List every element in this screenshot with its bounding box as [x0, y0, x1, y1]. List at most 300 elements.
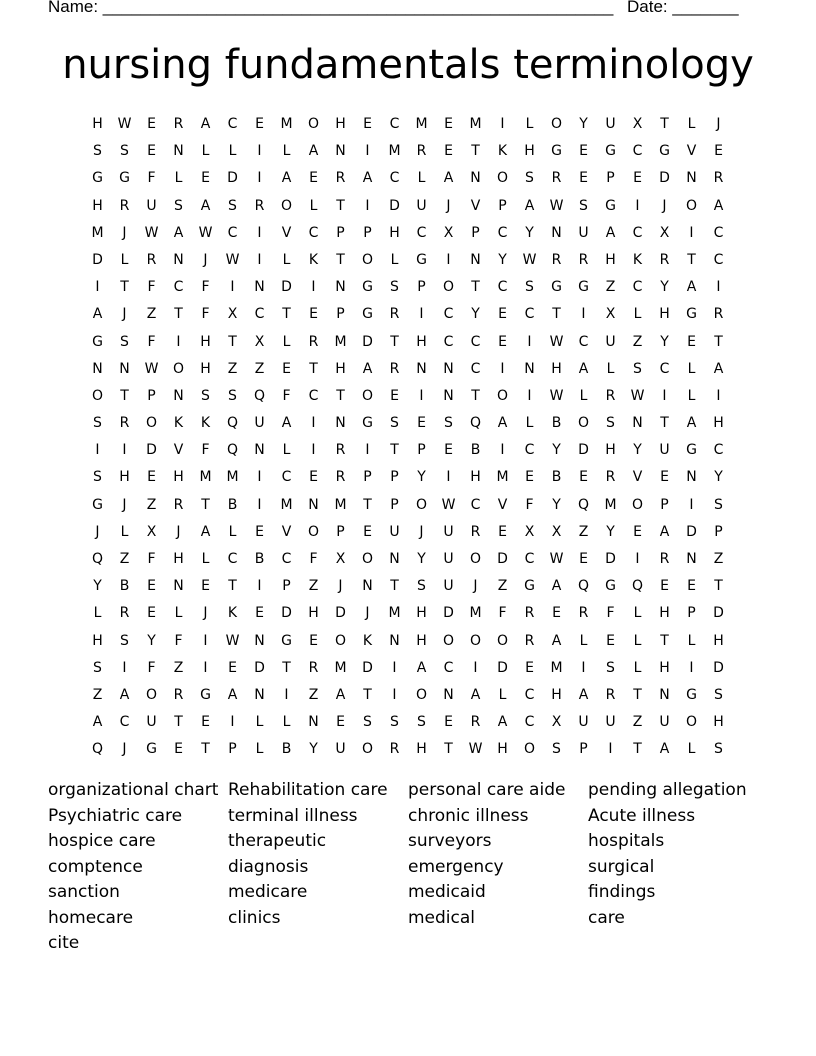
grid-letter: E — [579, 469, 588, 486]
grid-letter: F — [147, 333, 156, 350]
grid-letter: J — [122, 306, 127, 323]
grid-letter: X — [659, 224, 670, 241]
grid-letter: N — [416, 360, 427, 377]
grid-letter: A — [497, 714, 508, 731]
grid-letter: G — [92, 170, 103, 187]
word-list — [48, 778, 788, 957]
grid-letter: F — [309, 551, 318, 567]
grid-letter: U — [416, 197, 427, 214]
grid-letter: E — [201, 170, 210, 187]
grid-letter: T — [228, 578, 237, 595]
grid-letter: Y — [660, 279, 669, 296]
grid-letter: G — [92, 333, 103, 350]
grid-letter: I — [635, 197, 640, 214]
grid-row — [84, 165, 732, 192]
grid-letter: H — [524, 143, 535, 160]
grid-letter: O — [469, 551, 482, 567]
grid-letter: N — [92, 360, 103, 377]
word-list-item: chronic illness — [408, 805, 529, 826]
grid-letter: G — [92, 496, 103, 513]
grid-letter: C — [470, 496, 481, 513]
grid-letter: Y — [417, 551, 426, 567]
grid-letter: C — [632, 279, 643, 296]
grid-letter: C — [524, 686, 535, 703]
grid-letter: Z — [497, 578, 508, 595]
grid-letter: A — [686, 415, 697, 432]
grid-letter: W — [198, 224, 213, 241]
grid-letter: E — [147, 578, 156, 595]
grid-letter: T — [201, 496, 210, 513]
grid-letter: W — [549, 387, 564, 404]
word-list-item: sanction — [48, 882, 120, 902]
grid-letter: X — [335, 551, 346, 567]
grid-letter: C — [524, 551, 535, 567]
grid-row — [84, 356, 732, 383]
grid-row — [84, 220, 732, 247]
grid-letter: H — [335, 360, 346, 377]
grid-letter: O — [91, 387, 104, 404]
grid-letter: N — [254, 279, 265, 296]
grid-letter: A — [92, 714, 103, 731]
grid-letter: J — [176, 523, 181, 540]
grid-letter: T — [714, 578, 723, 595]
grid-letter: L — [282, 143, 291, 160]
grid-letter: K — [632, 251, 643, 268]
grid-letter: D — [578, 442, 589, 459]
grid-letter: F — [201, 279, 210, 296]
grid-letter: C — [497, 224, 508, 241]
grid-letter: E — [660, 469, 669, 486]
grid-letter: A — [605, 224, 616, 241]
grid-letter: Z — [632, 714, 643, 731]
grid-letter: E — [633, 170, 642, 187]
grid-letter: N — [686, 469, 697, 486]
grid-letter: U — [605, 714, 616, 731]
grid-letter: U — [605, 116, 616, 132]
word-list-item: diagnosis — [228, 856, 309, 877]
grid-letter: L — [579, 632, 588, 649]
grid-letter: L — [390, 251, 399, 268]
grid-letter: S — [579, 197, 588, 214]
grid-letter: X — [227, 306, 238, 323]
grid-letter: A — [281, 415, 292, 432]
grid-letter: U — [578, 714, 589, 731]
grid-letter: I — [311, 442, 316, 459]
grid-letter: Q — [91, 551, 104, 567]
grid-letter: Z — [308, 686, 319, 703]
grid-letter: G — [605, 578, 616, 595]
grid-letter: T — [228, 333, 237, 350]
grid-letter: S — [417, 578, 426, 595]
grid-letter: N — [173, 578, 184, 595]
grid-letter: R — [713, 170, 724, 187]
grid-letter: I — [419, 387, 424, 404]
grid-letter: I — [257, 469, 262, 486]
grid-letter: E — [606, 632, 615, 649]
grid-letter: R — [578, 251, 589, 268]
grid-letter: A — [659, 523, 670, 540]
grid-letter: R — [605, 686, 616, 703]
grid-letter: N — [254, 686, 265, 703]
grid-letter: G — [686, 686, 697, 703]
grid-letter: I — [284, 686, 289, 703]
grid-letter: G — [281, 632, 292, 649]
grid-letter: O — [442, 279, 455, 296]
grid-letter: E — [309, 170, 318, 187]
grid-letter: I — [203, 632, 208, 649]
grid-letter: E — [147, 143, 156, 160]
grid-letter: C — [524, 306, 535, 323]
grid-letter: D — [713, 659, 724, 676]
grid-letter: O — [361, 387, 374, 404]
grid-letter: E — [687, 578, 696, 595]
grid-letter: S — [444, 415, 453, 432]
grid-letter: U — [389, 523, 400, 540]
word-list-item: medicaid — [408, 882, 486, 902]
grid-letter: G — [551, 279, 562, 296]
grid-letter: C — [308, 224, 319, 241]
grid-letter: Q — [226, 415, 239, 432]
grid-letter: C — [227, 116, 238, 132]
grid-letter: E — [498, 333, 507, 350]
grid-letter: P — [417, 279, 426, 296]
grid-letter: T — [660, 116, 669, 132]
grid-letter: T — [687, 251, 696, 268]
grid-letter: L — [174, 170, 183, 187]
grid-letter: R — [335, 469, 346, 486]
grid-letter: A — [362, 170, 373, 187]
grid-letter: N — [362, 578, 373, 595]
grid-letter: C — [443, 659, 454, 676]
grid-letter: X — [254, 333, 265, 350]
grid-letter: C — [308, 387, 319, 404]
grid-letter: R — [551, 251, 562, 268]
grid-letter: I — [257, 224, 262, 241]
grid-row — [84, 546, 732, 573]
grid-letter: E — [282, 360, 291, 377]
grid-letter: L — [255, 741, 264, 758]
grid-letter: W — [522, 251, 537, 268]
word-list-item: terminal illness — [228, 805, 358, 826]
grid-letter: A — [200, 116, 211, 132]
grid-letter: T — [120, 387, 129, 404]
grid-letter: F — [147, 279, 156, 296]
grid-letter: F — [147, 551, 156, 567]
grid-letter: S — [714, 496, 723, 513]
grid-letter: D — [227, 170, 238, 187]
grid-letter: I — [257, 496, 262, 513]
grid-letter: H — [659, 659, 670, 676]
grid-letter: L — [228, 523, 237, 540]
grid-letter: H — [497, 741, 508, 758]
grid-letter: N — [443, 686, 454, 703]
grid-letter: C — [281, 551, 292, 567]
grid-letter: F — [201, 306, 210, 323]
grid-letter: H — [416, 333, 427, 350]
grid-letter: I — [257, 251, 262, 268]
grid-letter: X — [443, 224, 454, 241]
grid-letter: J — [203, 605, 208, 622]
grid-letter: C — [524, 714, 535, 731]
grid-letter: M — [280, 116, 293, 132]
grid-letter: A — [686, 279, 697, 296]
grid-letter: T — [633, 741, 642, 758]
grid-letter: W — [144, 224, 159, 241]
grid-letter: S — [714, 686, 723, 703]
grid-letter: L — [228, 143, 237, 160]
word-list-item: personal care aide — [408, 780, 566, 800]
grid-letter: Y — [93, 578, 102, 595]
grid-letter: D — [335, 605, 346, 622]
grid-letter: I — [500, 360, 505, 377]
grid-letter: C — [227, 224, 238, 241]
grid-letter: H — [308, 605, 319, 622]
grid-letter: D — [605, 551, 616, 567]
grid-letter: M — [415, 116, 428, 132]
word-list-item: pending allegation — [588, 780, 747, 800]
grid-letter: B — [470, 442, 481, 459]
grid-letter: L — [201, 143, 210, 160]
grid-letter: N — [632, 415, 643, 432]
grid-letter: E — [687, 333, 696, 350]
grid-letter: O — [361, 551, 374, 567]
grid-letter: E — [417, 415, 426, 432]
grid-row — [84, 709, 732, 736]
grid-letter: O — [280, 197, 293, 214]
grid-letter: E — [174, 741, 183, 758]
grid-letter: E — [147, 116, 156, 132]
grid-letter: M — [280, 496, 293, 513]
grid-letter: N — [254, 442, 265, 459]
grid-letter: Y — [579, 116, 588, 132]
grid-letter: X — [551, 523, 562, 540]
grid-letter: E — [255, 116, 264, 132]
grid-letter: O — [496, 387, 509, 404]
grid-letter: U — [443, 578, 454, 595]
grid-letter: D — [362, 659, 373, 676]
grid-letter: I — [662, 387, 667, 404]
grid-letter: Z — [146, 496, 157, 513]
grid-letter: E — [444, 143, 453, 160]
grid-letter: S — [417, 714, 426, 731]
grid-letter: R — [416, 143, 427, 160]
grid-letter: L — [687, 387, 696, 404]
grid-letter: F — [525, 496, 534, 513]
grid-letter: N — [443, 387, 454, 404]
grid-letter: B — [551, 469, 562, 486]
grid-letter: E — [579, 170, 588, 187]
grid-letter: N — [173, 387, 184, 404]
grid-letter: P — [282, 578, 291, 595]
grid-letter: E — [336, 714, 345, 731]
grid-letter: T — [336, 197, 345, 214]
grid-letter: J — [716, 116, 721, 132]
grid-letter: R — [173, 116, 184, 132]
grid-letter: C — [632, 143, 643, 160]
grid-letter: A — [200, 523, 211, 540]
grid-letter: J — [446, 197, 451, 214]
grid-letter: F — [147, 170, 156, 187]
grid-letter: R — [389, 741, 400, 758]
grid-row — [84, 682, 732, 709]
grid-letter: M — [469, 605, 482, 622]
grid-letter: W — [225, 632, 240, 649]
grid-letter: O — [496, 170, 509, 187]
word-list-item: Psychiatric care — [48, 805, 183, 826]
grid-letter: N — [443, 360, 454, 377]
grid-row — [84, 247, 732, 274]
grid-letter: E — [444, 714, 453, 731]
grid-letter: T — [363, 686, 372, 703]
grid-letter: H — [551, 686, 562, 703]
grid-letter: J — [662, 197, 667, 214]
grid-letter: I — [446, 251, 451, 268]
grid-letter: L — [201, 551, 210, 567]
grid-letter: H — [659, 306, 670, 323]
grid-row — [84, 329, 732, 356]
grid-letter: P — [579, 741, 588, 758]
grid-letter: H — [335, 116, 346, 132]
grid-letter: I — [122, 442, 127, 459]
grid-letter: Z — [578, 523, 589, 540]
grid-letter: L — [282, 442, 291, 459]
grid-letter: P — [390, 496, 399, 513]
grid-letter: V — [497, 496, 508, 513]
grid-letter: S — [174, 197, 183, 214]
grid-letter: C — [389, 170, 400, 187]
grid-letter: M — [334, 496, 347, 513]
grid-letter: D — [659, 170, 670, 187]
grid-letter: H — [119, 469, 130, 486]
grid-letter: S — [228, 387, 237, 404]
grid-letter: F — [282, 387, 291, 404]
grid-letter: Y — [471, 306, 480, 323]
grid-letter: O — [523, 741, 536, 758]
grid-row — [84, 655, 732, 682]
grid-letter: P — [471, 224, 480, 241]
grid-letter: T — [390, 442, 399, 459]
grid-letter: T — [471, 387, 480, 404]
grid-letter: A — [713, 360, 724, 377]
grid-letter: P — [390, 469, 399, 486]
grid-letter: T — [390, 578, 399, 595]
grid-letter: O — [145, 686, 158, 703]
word-list-item: medical — [408, 907, 476, 928]
grid-letter: Z — [632, 333, 643, 350]
grid-letter: M — [388, 143, 401, 160]
grid-letter: U — [146, 197, 157, 214]
grid-letter: Q — [253, 387, 266, 404]
grid-letter: E — [498, 306, 507, 323]
grid-letter: I — [500, 116, 505, 132]
grid-letter: C — [119, 714, 130, 731]
grid-letter: H — [416, 605, 427, 622]
grid-letter: B — [281, 741, 292, 758]
grid-letter: I — [446, 469, 451, 486]
grid-letter: S — [525, 279, 534, 296]
word-list-item: emergency — [408, 856, 504, 877]
grid-letter: Y — [552, 496, 561, 513]
grid-row — [84, 437, 732, 464]
grid-letter: L — [525, 116, 534, 132]
grid-letter: R — [470, 714, 481, 731]
grid-letter: A — [470, 686, 481, 703]
grid-letter: U — [659, 714, 670, 731]
grid-letter: I — [419, 306, 424, 323]
grid-letter: Z — [146, 306, 157, 323]
grid-letter: C — [578, 333, 589, 350]
grid-letter: J — [365, 605, 370, 622]
grid-letter: U — [578, 224, 589, 241]
grid-letter: W — [117, 116, 132, 132]
grid-letter: P — [336, 306, 345, 323]
grid-letter: T — [660, 632, 669, 649]
grid-letter: R — [470, 523, 481, 540]
grid-letter: F — [606, 605, 615, 622]
grid-letter: O — [550, 116, 563, 132]
grid-letter: D — [713, 605, 724, 622]
grid-letter: O — [496, 632, 509, 649]
grid-letter: R — [335, 442, 346, 459]
grid-letter: A — [578, 360, 589, 377]
grid-letter: M — [469, 116, 482, 132]
grid-letter: E — [390, 387, 399, 404]
grid-letter: A — [497, 415, 508, 432]
grid-letter: C — [470, 360, 481, 377]
grid-letter: S — [552, 741, 561, 758]
grid-letter: E — [633, 523, 642, 540]
word-list-item: surveyors — [408, 831, 492, 851]
grid-letter: A — [308, 143, 319, 160]
grid-row — [84, 383, 732, 410]
grid-letter: U — [443, 523, 454, 540]
grid-letter: I — [581, 306, 586, 323]
grid-letter: C — [713, 251, 724, 268]
word-list-item: hospice care — [48, 831, 156, 851]
date-field: Date: _______ — [627, 0, 739, 16]
grid-row — [84, 111, 732, 138]
grid-letter: D — [362, 333, 373, 350]
grid-letter: I — [257, 143, 262, 160]
grid-letter: O — [172, 360, 185, 377]
grid-letter: U — [335, 741, 346, 758]
grid-letter: I — [257, 578, 262, 595]
grid-letter: A — [578, 686, 589, 703]
grid-letter: Z — [92, 686, 103, 703]
grid-letter: L — [174, 605, 183, 622]
grid-letter: A — [443, 170, 454, 187]
grid-letter: T — [471, 279, 480, 296]
grid-letter: E — [201, 578, 210, 595]
grid-letter: Y — [309, 741, 318, 758]
grid-letter: C — [524, 442, 535, 459]
grid-letter: R — [605, 469, 616, 486]
grid-letter: Q — [91, 741, 104, 758]
grid-letter: E — [309, 632, 318, 649]
grid-letter: Y — [606, 523, 615, 540]
grid-letter: U — [254, 415, 265, 432]
word-list-item: surgical — [588, 856, 655, 877]
grid-letter: Y — [498, 251, 507, 268]
grid-letter: O — [469, 632, 482, 649]
grid-letter: R — [659, 251, 670, 268]
grid-letter: I — [95, 442, 100, 459]
grid-row — [84, 464, 732, 491]
grid-letter: K — [362, 632, 373, 649]
word-list-item: medicare — [228, 882, 308, 902]
grid-letter: S — [606, 659, 615, 676]
grid-letter: I — [635, 551, 640, 567]
